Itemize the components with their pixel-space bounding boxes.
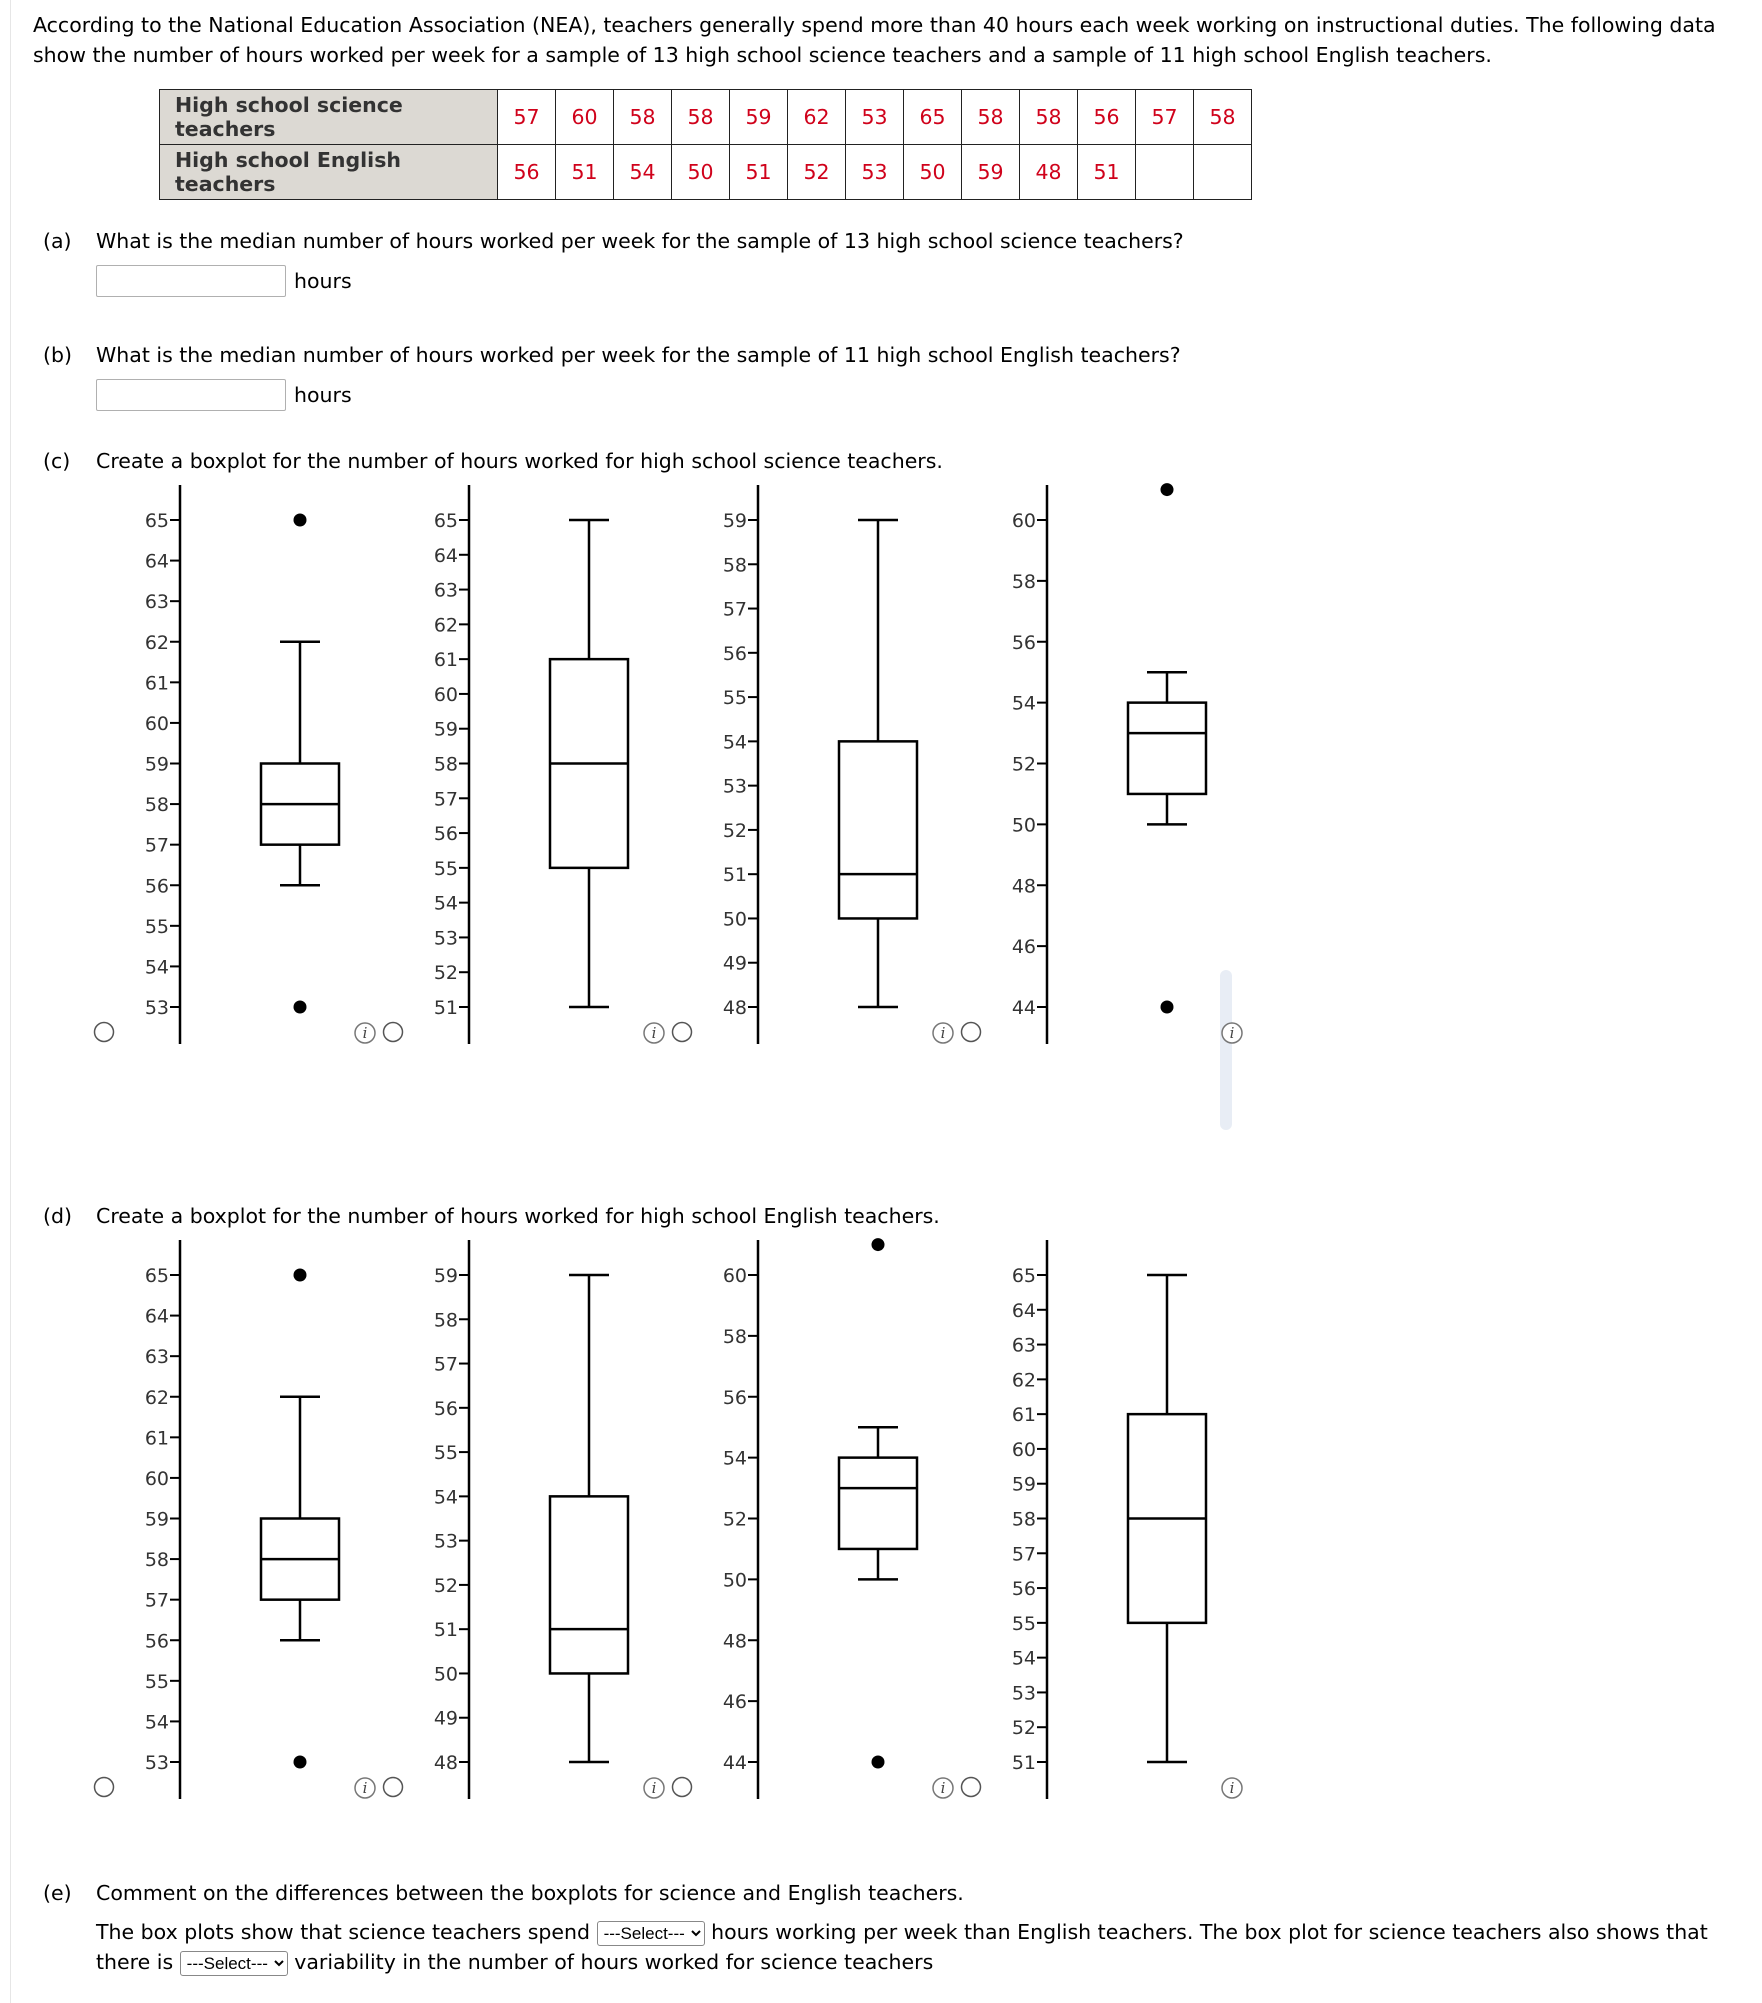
y-tick-label: 57 <box>433 788 458 811</box>
y-tick-label: 59 <box>1011 1473 1036 1496</box>
y-tick-label: 58 <box>433 753 458 776</box>
info-icon-glyph: i <box>1229 1024 1235 1042</box>
y-tick-label: 54 <box>1011 692 1036 715</box>
part-tag: (c) <box>43 449 71 473</box>
y-tick-label: 60 <box>722 1265 747 1287</box>
outlier-point <box>1161 1001 1174 1014</box>
info-icon[interactable] <box>355 1778 375 1798</box>
y-tick-label: 52 <box>722 1508 747 1531</box>
y-tick-label: 55 <box>144 1670 169 1693</box>
y-tick-label: 56 <box>144 1630 169 1653</box>
table-cell: 57 <box>498 90 556 145</box>
y-tick-label: 63 <box>433 579 458 602</box>
outlier-point <box>294 1756 307 1769</box>
y-tick-label: 50 <box>433 1663 458 1686</box>
outlier-point <box>294 1269 307 1282</box>
y-tick-label: 55 <box>722 687 747 710</box>
y-tick-label: 60 <box>433 683 458 706</box>
sentence-part: The box plots show that science teachers spend <box>96 1920 591 1944</box>
table-cell: 58 <box>614 90 672 145</box>
part-tag: (b) <box>43 343 73 367</box>
y-tick-label: 58 <box>144 794 169 817</box>
box <box>839 1458 917 1549</box>
y-tick-label: 65 <box>1011 1265 1036 1287</box>
y-tick-label: 54 <box>144 1711 169 1734</box>
y-tick-label: 54 <box>433 892 458 915</box>
info-icon[interactable] <box>355 1023 375 1043</box>
table-cell: 51 <box>730 145 788 200</box>
outlier-point <box>294 1001 307 1014</box>
y-tick-label: 61 <box>144 1427 169 1450</box>
info-icon[interactable] <box>644 1023 664 1043</box>
y-tick-label: 52 <box>433 962 458 985</box>
table-cell: 56 <box>498 145 556 200</box>
info-icon[interactable] <box>933 1778 953 1798</box>
table-cell: 58 <box>1194 90 1252 145</box>
option-radio[interactable] <box>673 1023 692 1042</box>
y-tick-label: 57 <box>433 1353 458 1376</box>
part-tag: (e) <box>43 1881 72 1905</box>
y-tick-label: 60 <box>144 1467 169 1490</box>
y-tick-label: 54 <box>722 1447 747 1470</box>
select-variability[interactable] <box>180 1951 288 1976</box>
y-tick-label: 57 <box>144 1589 169 1612</box>
y-tick-label: 52 <box>1011 753 1036 776</box>
y-tick-label: 53 <box>1011 1682 1036 1705</box>
y-tick-label: 49 <box>433 1707 458 1730</box>
question-text: Create a boxplot for the number of hours worked for high school English teachers. <box>96 1204 940 1228</box>
box <box>550 1496 628 1673</box>
y-tick-label: 65 <box>433 510 458 532</box>
y-tick-label: 59 <box>433 1265 458 1287</box>
y-tick-label: 58 <box>1011 1508 1036 1531</box>
box <box>839 741 917 918</box>
info-icon-glyph: i <box>362 1024 368 1042</box>
option-radio[interactable] <box>384 1023 403 1042</box>
y-tick-label: 53 <box>433 927 458 950</box>
table-cell: 50 <box>904 145 962 200</box>
info-icon-glyph: i <box>940 1024 946 1042</box>
y-tick-label: 62 <box>433 614 458 637</box>
y-tick-label: 52 <box>433 1574 458 1597</box>
y-tick-label: 64 <box>144 1305 169 1328</box>
y-tick-label: 61 <box>144 672 169 695</box>
table-cell: 60 <box>556 90 614 145</box>
table-cell: 62 <box>788 90 846 145</box>
outlier-point <box>294 514 307 527</box>
y-tick-label: 48 <box>1011 875 1036 898</box>
y-tick-label: 52 <box>722 819 747 842</box>
info-icon[interactable] <box>644 1778 664 1798</box>
y-tick-label: 57 <box>1011 1543 1036 1566</box>
y-tick-label: 48 <box>722 997 747 1019</box>
y-tick-label: 46 <box>1011 936 1036 959</box>
table-cell: 53 <box>846 145 904 200</box>
y-tick-label: 57 <box>722 598 747 621</box>
y-tick-label: 44 <box>1011 997 1036 1019</box>
unit-label: hours <box>294 269 352 293</box>
y-tick-label: 56 <box>1011 1578 1036 1601</box>
y-tick-label: 63 <box>1011 1334 1036 1357</box>
table-cell: 65 <box>904 90 962 145</box>
y-tick-label: 54 <box>722 731 747 754</box>
y-tick-label: 58 <box>433 1309 458 1332</box>
problem-intro: According to the National Education Association (NEA), teachers generally spend more than 40 hours each week working on instructional duties. The following data show the number of hours worked per week for a sample of 13 high school science teachers and a sample of 11 high school English teachers. <box>33 13 1716 67</box>
info-icon-glyph: i <box>362 1779 368 1797</box>
table-cell: 58 <box>672 90 730 145</box>
question-e <box>43 1878 1758 1977</box>
table-cell: 50 <box>672 145 730 200</box>
y-tick-label: 52 <box>1011 1717 1036 1740</box>
table-cell: 53 <box>846 90 904 145</box>
y-tick-label: 50 <box>1011 814 1036 837</box>
outlier-point <box>872 1756 885 1769</box>
y-tick-label: 59 <box>433 718 458 741</box>
y-tick-label: 61 <box>433 649 458 672</box>
y-tick-label: 51 <box>433 1619 458 1642</box>
y-tick-label: 54 <box>1011 1647 1036 1670</box>
y-tick-label: 59 <box>144 1508 169 1531</box>
table-cell: 58 <box>962 90 1020 145</box>
y-tick-label: 56 <box>144 875 169 898</box>
table-cell: 52 <box>788 145 846 200</box>
table-cell: 51 <box>556 145 614 200</box>
y-tick-label: 58 <box>722 554 747 577</box>
y-tick-label: 64 <box>144 550 169 573</box>
y-tick-label: 59 <box>144 753 169 776</box>
table-cell: 57 <box>1136 90 1194 145</box>
y-tick-label: 56 <box>433 823 458 846</box>
info-icon-glyph: i <box>940 1779 946 1797</box>
y-tick-label: 49 <box>722 952 747 975</box>
info-icon[interactable] <box>933 1023 953 1043</box>
y-tick-label: 60 <box>144 712 169 735</box>
y-tick-label: 58 <box>144 1549 169 1572</box>
box <box>1128 703 1206 794</box>
y-tick-label: 64 <box>433 544 458 567</box>
y-tick-label: 57 <box>144 834 169 857</box>
outlier-point <box>1161 483 1174 496</box>
y-tick-label: 61 <box>1011 1404 1036 1427</box>
y-tick-label: 55 <box>433 1442 458 1465</box>
option-radio[interactable] <box>95 1023 114 1042</box>
option-radio[interactable] <box>384 1778 403 1797</box>
y-tick-label: 62 <box>1011 1369 1036 1392</box>
info-icon-glyph: i <box>1229 1779 1235 1797</box>
y-tick-label: 53 <box>722 775 747 798</box>
question-text: What is the median number of hours worked per week for the sample of 13 high school science teachers? <box>96 229 1184 253</box>
table-cell: 48 <box>1020 145 1078 200</box>
table-cell: 59 <box>730 90 788 145</box>
info-icon-glyph: i <box>651 1779 657 1797</box>
option-radio[interactable] <box>673 1778 692 1797</box>
y-tick-label: 53 <box>433 1530 458 1553</box>
y-tick-label: 56 <box>722 642 747 665</box>
table-cell: 54 <box>614 145 672 200</box>
select-hours-comparison[interactable] <box>597 1921 705 1946</box>
y-tick-label: 50 <box>722 1569 747 1592</box>
y-tick-label: 65 <box>144 1265 169 1287</box>
info-icon[interactable] <box>1222 1778 1242 1798</box>
table-cell: 58 <box>1020 90 1078 145</box>
table-cell: 59 <box>962 145 1020 200</box>
y-tick-label: 51 <box>1011 1752 1036 1774</box>
y-tick-label: 48 <box>722 1630 747 1653</box>
part-tag: (d) <box>43 1204 73 1228</box>
y-tick-label: 51 <box>433 997 458 1019</box>
question-text: What is the median number of hours worked per week for the sample of 11 high school English teachers? <box>96 343 1181 367</box>
y-tick-label: 65 <box>144 510 169 532</box>
y-tick-label: 50 <box>722 908 747 931</box>
y-tick-label: 58 <box>722 1325 747 1348</box>
y-tick-label: 54 <box>433 1486 458 1509</box>
y-tick-label: 56 <box>1011 631 1036 654</box>
info-icon[interactable] <box>1222 1023 1242 1043</box>
y-tick-label: 59 <box>722 510 747 532</box>
y-tick-label: 48 <box>433 1752 458 1774</box>
y-tick-label: 44 <box>722 1752 747 1774</box>
part-tag: (a) <box>43 229 72 253</box>
table-cell: 56 <box>1078 90 1136 145</box>
y-tick-label: 58 <box>1011 570 1036 593</box>
question-text: Comment on the differences between the boxplots for science and English teachers. <box>96 1881 964 1905</box>
y-tick-label: 62 <box>144 631 169 654</box>
unit-label: hours <box>294 383 352 407</box>
option-radio[interactable] <box>95 1778 114 1797</box>
y-tick-label: 56 <box>433 1397 458 1420</box>
y-tick-label: 51 <box>722 864 747 887</box>
y-tick-label: 56 <box>722 1386 747 1409</box>
y-tick-label: 53 <box>144 1752 169 1774</box>
y-tick-label: 55 <box>144 915 169 938</box>
y-tick-label: 54 <box>144 956 169 979</box>
y-tick-label: 46 <box>722 1691 747 1714</box>
answer-e <box>96 1917 1758 1977</box>
row-label: High school science teachers <box>160 90 498 145</box>
option-radio[interactable] <box>962 1778 981 1797</box>
table-cell: 51 <box>1078 145 1136 200</box>
row-label: High school English teachers <box>160 145 498 200</box>
y-tick-label: 63 <box>144 1346 169 1369</box>
info-icon-glyph: i <box>651 1024 657 1042</box>
outlier-point <box>872 1238 885 1251</box>
question-text: Create a boxplot for the number of hours worked for high school science teachers. <box>96 449 943 473</box>
y-tick-label: 64 <box>1011 1299 1036 1322</box>
y-tick-label: 60 <box>1011 1438 1036 1461</box>
y-tick-label: 63 <box>144 591 169 614</box>
option-radio[interactable] <box>962 1023 981 1042</box>
sentence-part: variability in the number of hours worked for science teachers <box>294 1950 934 1974</box>
y-tick-label: 55 <box>1011 1612 1036 1635</box>
y-tick-label: 62 <box>144 1386 169 1409</box>
y-tick-label: 53 <box>144 997 169 1019</box>
sentence-part: hours working per week than English teachers. The box plot for science teachers also shows that there is <box>96 1920 1708 1974</box>
y-tick-label: 60 <box>1011 510 1036 532</box>
y-tick-label: 55 <box>433 857 458 880</box>
